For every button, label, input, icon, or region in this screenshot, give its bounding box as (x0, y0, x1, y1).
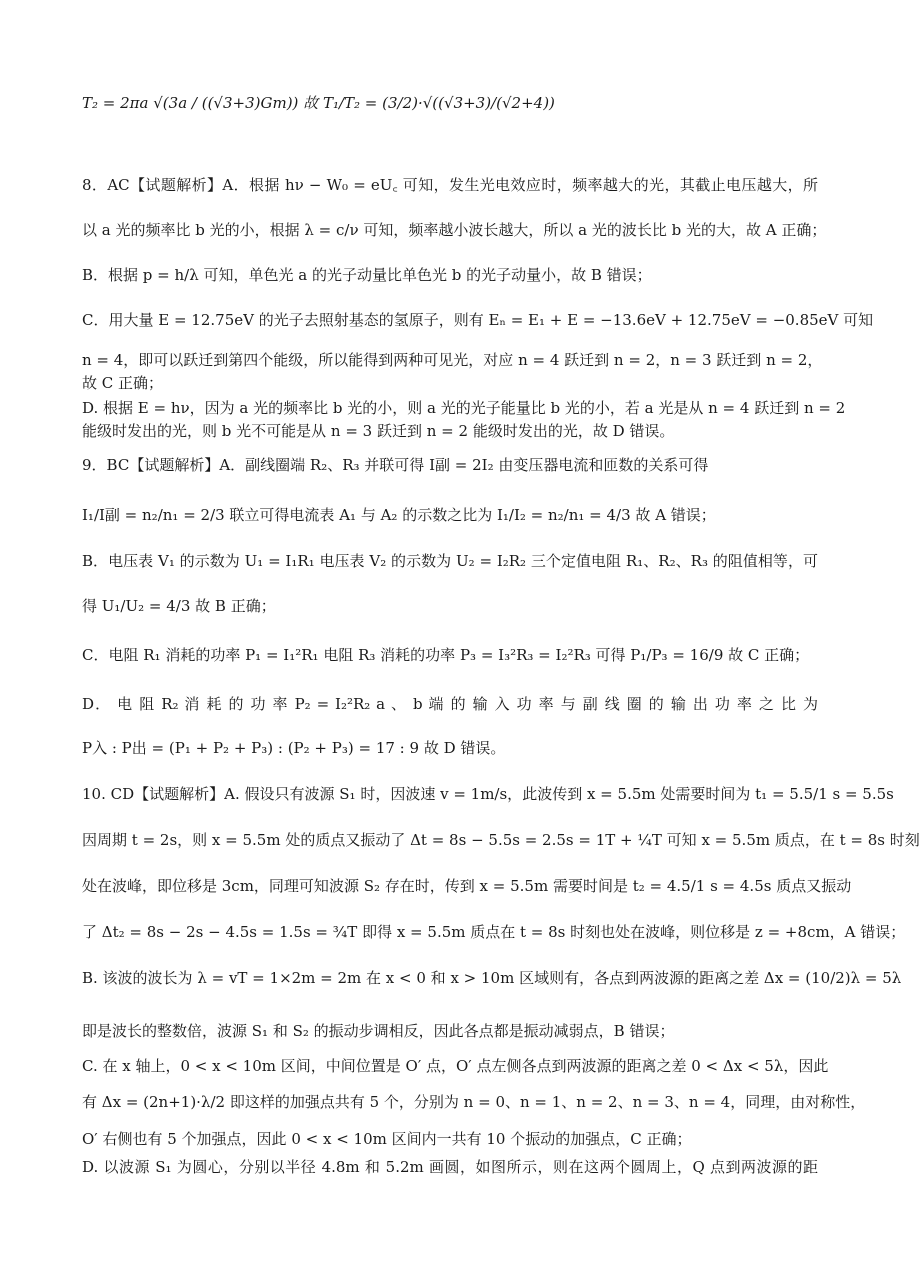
q9-line-6: D． 电 阻 R₂ 消 耗 的 功 率 P₂ = I₂²R₂ a 、 b 端 的 输 入 功 率 与 副 线 圈 的 输 出 功 率 之 比 为 (82, 695, 818, 713)
q10-line-10: D. 以波源 S₁ 为圆心，分别以半径 4.8m 和 5.2m 画圆，如图所示，则在这两个圆周上，Q 点到两波源的距 (82, 1158, 818, 1176)
q10-line-9: O′ 右侧也有 5 个加强点，因此 0 < x < 10m 区间内一共有 10 个振动的加强点，C 正确； (82, 1130, 692, 1148)
q8-line-4: C．用大量 E = 12.75eV 的光子去照射基态的氢原子，则有 Eₙ = E₁ + E = −13.6eV + 12.75eV = −0.85eV 可知 (82, 311, 874, 329)
q8-line-5: n = 4，即可以跃迁到第四个能级，所以能得到两种可见光，对应 n = 4 跃迁到 n = 2，n = 3 跃迁到 n = 2， (82, 351, 823, 369)
q10-line-7: C. 在 x 轴上，0 < x < 10m 区间，中间位置是 O′ 点，O′ 点左侧各点到两波源的距离之差 0 < Δx < 5λ，因此 (82, 1057, 829, 1075)
q8-line-1: 8．AC【试题解析】A．根据 hν − W₀ = eU꜀ 可知，发生光电效应时，频率越大的光，其截止电压越大，所 (82, 176, 818, 194)
q9-line-5: C．电阻 R₁ 消耗的功率 P₁ = I₁²R₁ 电阻 R₃ 消耗的功率 P₃ = I₃²R₃ = I₂²R₃ 可得 P₁/P₃ = 16/9 故 C 正确； (82, 646, 810, 664)
q8-line-6: 故 C 正确； (82, 374, 164, 392)
formula-period-ratio: T₂ = 2πa √(3a / ((√3+3)Gm)) 故 T₁/T₂ = (3/2)·√((√3+3)/(√2+4)) (82, 94, 555, 112)
q10-line-1: 10. CD【试题解析】A. 假设只有波源 S₁ 时，因波速 v = 1m/s，此波传到 x = 5.5m 处需要时间为 t₁ = 5.5/1 s = 5.5s (82, 785, 894, 803)
q10-line-6: 即是波长的整数倍，波源 S₁ 和 S₂ 的振动步调相反，因此各点都是振动减弱点，B 错误； (82, 1022, 675, 1040)
q8-line-7: D. 根据 E = hν，因为 a 光的频率比 b 光的小，则 a 光的光子能量比 b 光的小，若 a 光是从 n = 4 跃迁到 n = 2 (82, 399, 846, 417)
q10-line-8: 有 Δx = (2n+1)·λ/2 即这样的加强点共有 5 个，分别为 n = 0、n = 1、n = 2、n = 3、n = 4，同理，由对称性， (82, 1093, 866, 1111)
q8-line-3: B．根据 p = h/λ 可知，单色光 a 的光子动量比单色光 b 的光子动量小，故 B 错误； (82, 266, 652, 284)
q10-line-4: 了 Δt₂ = 8s − 2s − 4.5s = 1.5s = ¾T 即得 x = 5.5m 质点在 t = 8s 时刻也处在波峰，则位移是 z = +8cm，A 错误； (82, 923, 906, 941)
q10-line-5: B. 该波的波长为 λ = vT = 1×2m = 2m 在 x < 0 和 x > 10m 区域则有，各点到两波源的距离之差 Δx = (10/2)λ = 5λ (82, 969, 902, 987)
q8-line-8: 能级时发出的光，则 b 光不可能是从 n = 3 跃迁到 n = 2 能级时发出的光，故 D 错误。 (82, 422, 675, 440)
q9-line-2: I₁/I副 = n₂/n₁ = 2/3 联立可得电流表 A₁ 与 A₂ 的示数之比为 I₁/I₂ = n₂/n₁ = 4/3 故 A 错误； (82, 506, 716, 524)
q8-line-2: 以 a 光的频率比 b 光的小，根据 λ = c/ν 可知，频率越小波长越大，所以 a 光的波长比 b 光的大，故 A 正确； (82, 221, 827, 239)
q9-line-3: B．电压表 V₁ 的示数为 U₁ = I₁R₁ 电压表 V₂ 的示数为 U₂ = I₂R₂ 三个定值电阻 R₁、R₂、R₃ 的阻值相等，可 (82, 552, 818, 570)
q9-line-1: 9．BC【试题解析】A．副线圈端 R₂、R₃ 并联可得 I副 = 2I₂ 由变压器电流和匝数的关系可得 (82, 456, 709, 474)
q9-line-7: P入 : P出 = (P₁ + P₂ + P₃) : (P₂ + P₃) = 17 : 9 故 D 错误。 (82, 739, 506, 757)
q10-line-2: 因周期 t = 2s，则 x = 5.5m 处的质点又振动了 Δt = 8s − 5.5s = 2.5s = 1T + ¼T 可知 x = 5.5m 质点，在 t = 8s 时刻 (82, 831, 920, 849)
q9-line-4: 得 U₁/U₂ = 4/3 故 B 正确； (82, 597, 276, 615)
q10-line-3: 处在波峰，即位移是 3cm，同理可知波源 S₂ 存在时，传到 x = 5.5m 需要时间是 t₂ = 4.5/1 s = 4.5s 质点又振动 (82, 877, 852, 895)
